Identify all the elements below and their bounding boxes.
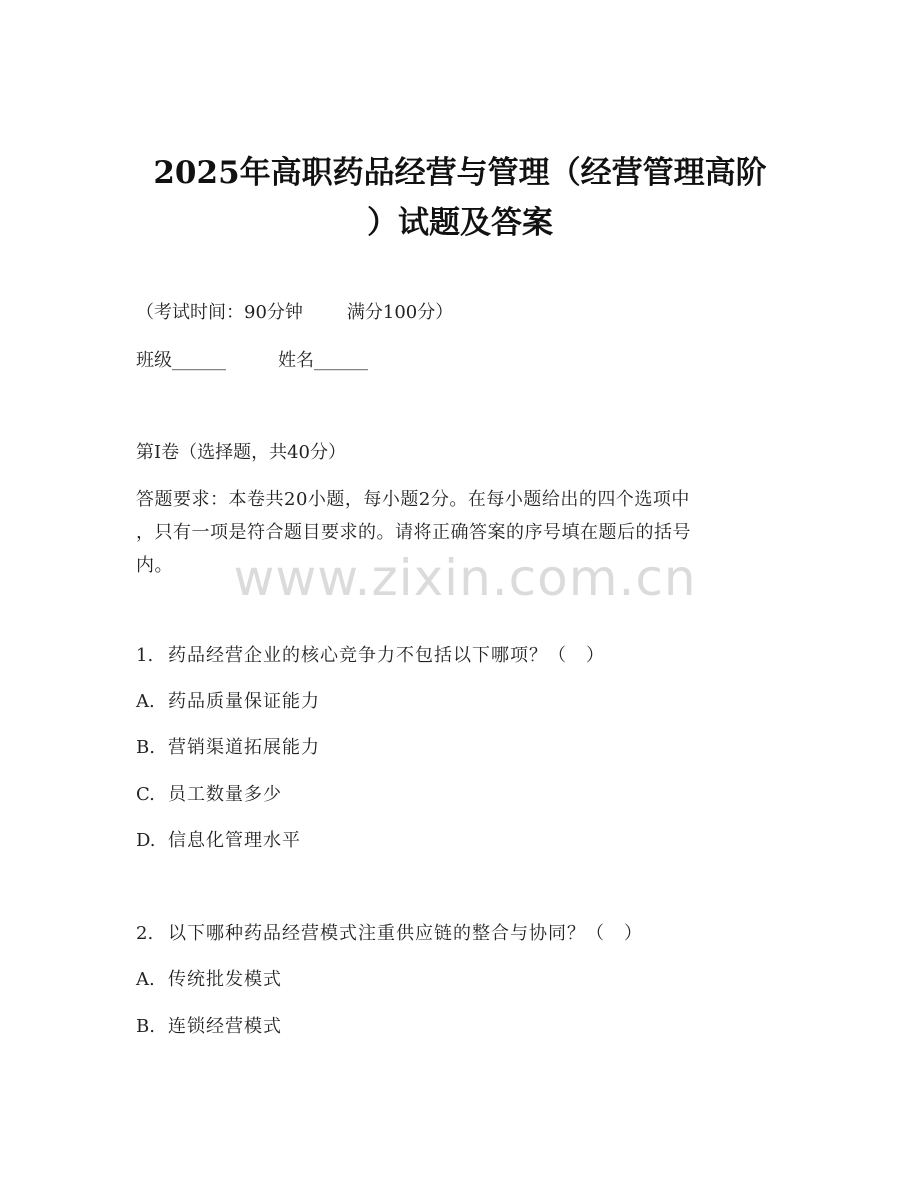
instructions-line-1: 答题要求：本卷共20小题，每小题2分。在每小题给出的四个选项中 (136, 489, 690, 510)
instructions-line-2: ，只有一项是符合题目要求的。请将正确答案的序号填在题后的括号 (136, 522, 691, 543)
question-number: 1. (136, 645, 154, 666)
question-1-option-a (136, 690, 320, 714)
option-label: C. (136, 784, 155, 805)
option-label: A. (136, 691, 155, 712)
class-field: 班级______ (136, 350, 226, 371)
question-1-option-c (136, 783, 282, 807)
option-text: 信息化管理水平 (168, 830, 301, 851)
question-1-option-d (136, 829, 301, 853)
title-line-2: ）试题及答案 (367, 205, 553, 241)
title-line-1: 2025年高职药品经营与管理（经营管理高阶 (153, 155, 767, 191)
section-title: 第I卷（选择题，共40分） (136, 442, 347, 463)
option-text: 营销渠道拓展能力 (168, 737, 320, 758)
question-2-option-a (136, 968, 282, 992)
student-fields (136, 349, 368, 373)
question-2-option-b (136, 1015, 282, 1039)
option-label: B. (136, 1016, 155, 1037)
option-text: 传统批发模式 (168, 969, 282, 990)
exam-info (136, 301, 453, 325)
exam-score: 满分100分） (346, 302, 454, 323)
exam-time: （考试时间：90分钟 (136, 302, 303, 323)
question-number: 2. (136, 923, 154, 944)
option-text: 连锁经营模式 (168, 1016, 282, 1037)
question-2 (136, 922, 643, 946)
instructions-line-3: 内。 (136, 555, 173, 576)
question-text: 药品经营企业的核心竞争力不包括以下哪项？（ ） (168, 645, 605, 666)
option-label: A. (136, 969, 155, 990)
option-label: D. (136, 830, 156, 851)
watermark: www.zixin.com.cn (233, 549, 697, 607)
option-text: 药品质量保证能力 (168, 691, 320, 712)
question-1 (136, 644, 605, 668)
option-text: 员工数量多少 (168, 784, 282, 805)
name-field: 姓名______ (278, 350, 368, 371)
option-label: B. (136, 737, 155, 758)
document-title (120, 148, 800, 248)
question-1-option-b (136, 736, 320, 760)
question-text: 以下哪种药品经营模式注重供应链的整合与协同？（ ） (168, 923, 643, 944)
